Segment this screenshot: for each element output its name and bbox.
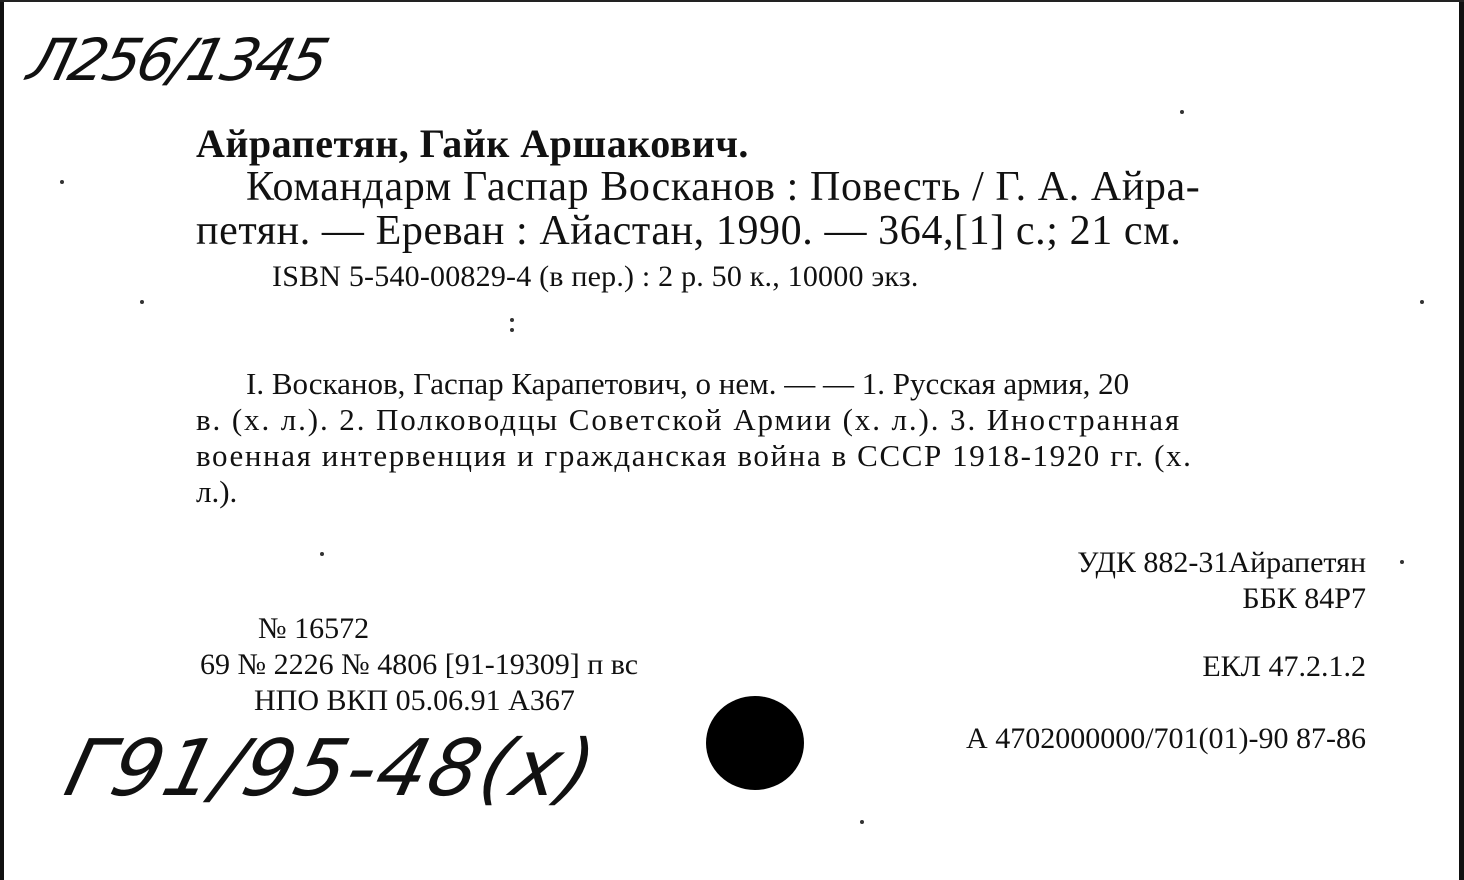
punch-hole-blot — [706, 696, 804, 790]
title-line-1: Командарм Гаспар Восканов : Повесть / Г. А. Айра- — [246, 164, 1201, 210]
handwritten-inventory-mark: Г91/95-48(х) — [56, 724, 606, 814]
isbn-line: ISBN 5-540-00829-4 (в пер.) : 2 р. 50 к., 10000 экз. — [272, 260, 919, 293]
subject-line-3: военная интервенция и гражданская война в СССР 1918-1920 гг. (х. — [196, 438, 1193, 473]
scan-speck — [1420, 300, 1424, 304]
scan-speck — [60, 180, 64, 184]
handwritten-shelf-mark: Л256/1345 — [21, 26, 333, 94]
scan-speck — [1180, 110, 1184, 114]
scan-speck — [140, 300, 144, 304]
subject-line-2: в. (х. л.). 2. Полководцы Советской Армии (х. л.). 3. Иностранная — [196, 402, 1182, 437]
scan-speck — [510, 328, 514, 332]
scan-speck — [1400, 560, 1404, 564]
card-number: № 16572 — [258, 612, 370, 645]
bbk-code: ББК 84Р7 — [1242, 582, 1366, 615]
subject-line-1: I. Восканов, Гаспар Карапетович, о нем. — — 1. Русская армия, 20 — [246, 366, 1130, 401]
publication-code: А 4702000000/701(01)-90 87-86 — [966, 722, 1366, 755]
author-heading: Айрапетян, Гайк Аршакович. — [196, 121, 749, 166]
subject-line-4: л.). — [196, 474, 238, 509]
scan-speck — [320, 552, 324, 556]
scan-speck — [860, 820, 864, 824]
title-line-2: петян. — Ереван : Айастан, 1990. — 364,[1] с.; 21 см. — [196, 208, 1182, 254]
order-line: 69 № 2226 № 4806 [91-19309] п вс — [200, 648, 639, 681]
scan-speck — [510, 318, 514, 322]
card-right-border — [1459, 0, 1464, 880]
card-top-border — [0, 0, 1464, 2]
ekl-code: ЕКЛ 47.2.1.2 — [1202, 650, 1366, 683]
card-left-border — [0, 0, 4, 880]
npo-line: НПО ВКП 05.06.91 А367 — [254, 684, 575, 717]
udk-code: УДК 882-31Айрапетян — [1077, 546, 1366, 579]
